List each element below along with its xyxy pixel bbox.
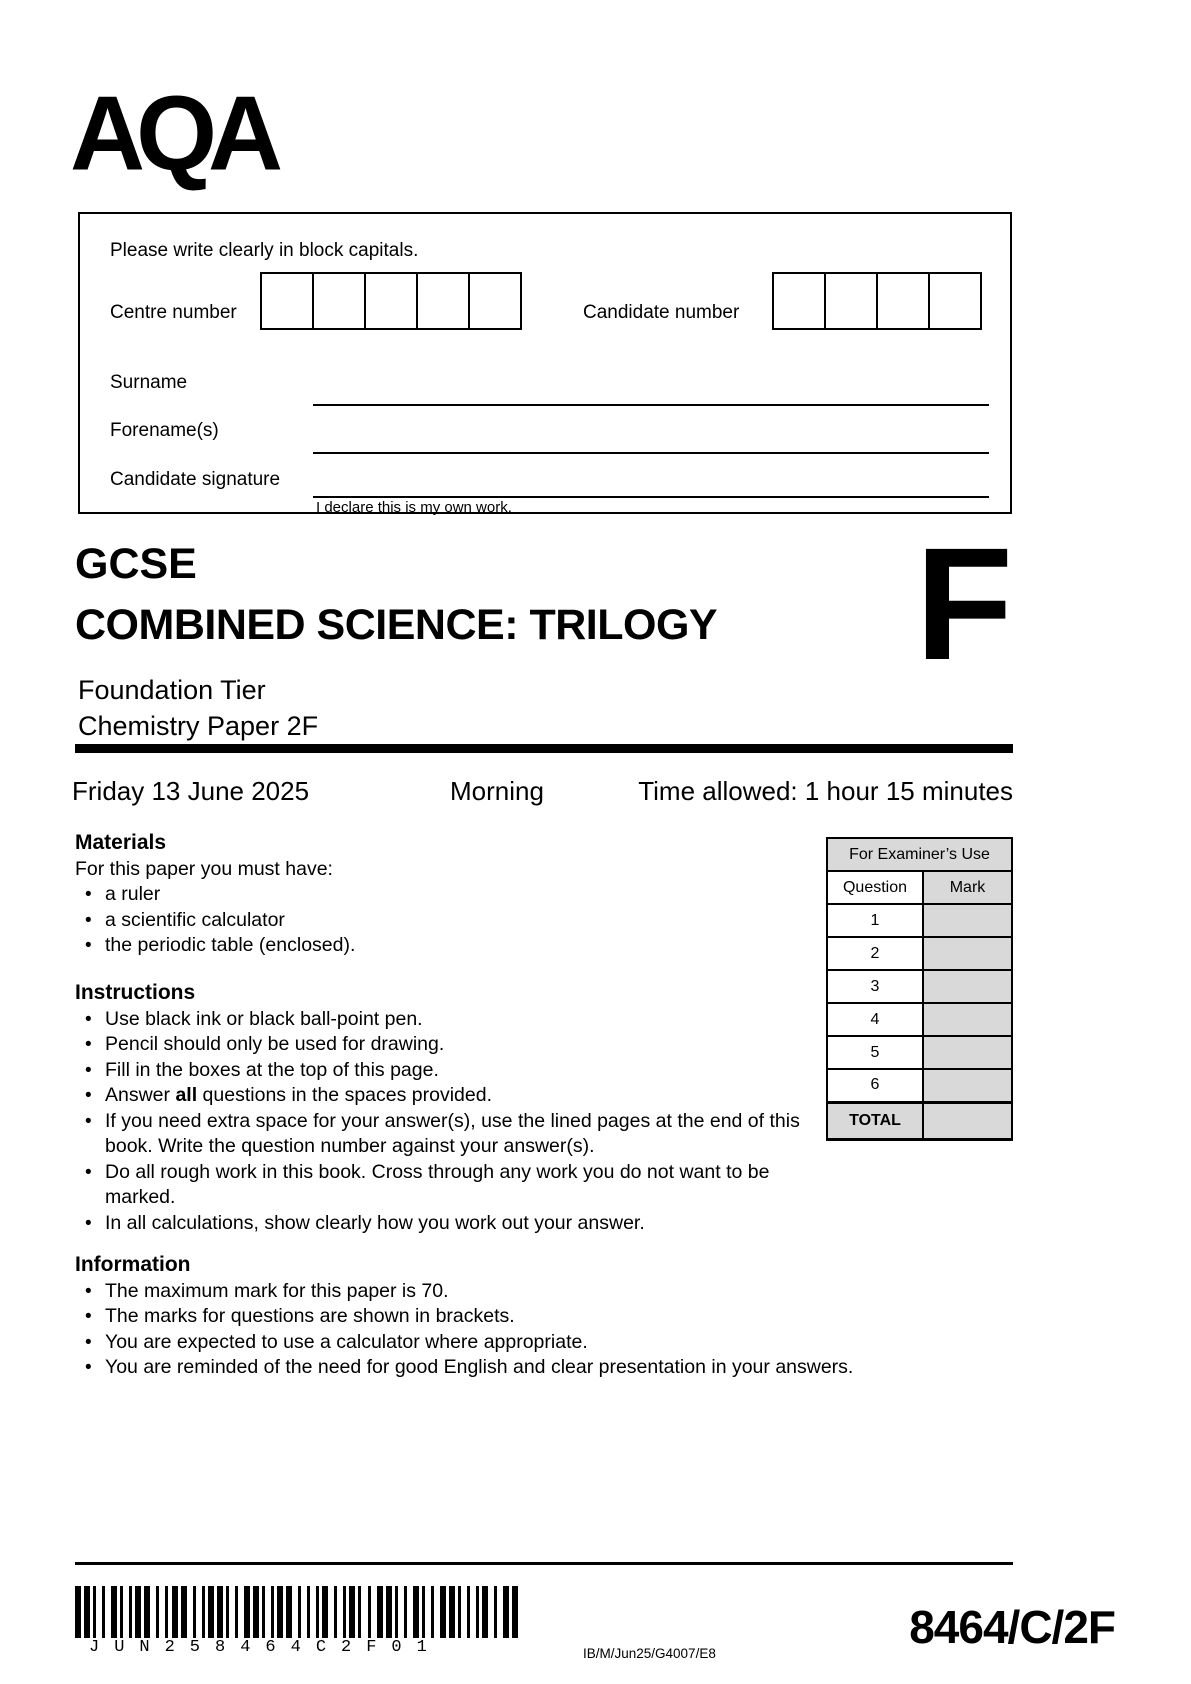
total-label-cell: TOTAL [827,1102,923,1139]
materials-section [75,830,815,959]
answer-all-pre: Answer [105,1084,176,1106]
mark-cell [923,1036,1012,1069]
material-item: • a ruler [75,882,815,908]
exam-session: Morning [450,776,544,806]
information-item: • The maximum mark for this paper is 70. [75,1279,975,1305]
mark-cell [923,937,1012,970]
centre-number-input[interactable] [260,272,522,330]
answer-all-post: questions in the spaces provided. [197,1084,492,1106]
question-number-cell: 6 [827,1069,923,1102]
table-total-row [827,1102,1012,1139]
question-number-cell: 4 [827,1003,923,1036]
tier-name: Foundation Tier [78,675,266,705]
instruction-item-answer-all [75,1083,841,1109]
examiner-table-question-header: Question [827,871,923,904]
answer-all-bold: all [175,1084,198,1106]
information-item: • You are reminded of the need for good English and clear presentation in your answers. [75,1355,975,1381]
candidate-number-cell[interactable] [824,272,878,330]
candidate-number-label: Candidate number [583,302,740,323]
instruction-item: • In all calculations, show clearly how you work out your answer. [75,1211,841,1237]
signature-label: Candidate signature [110,469,281,490]
surname-label: Surname [110,372,188,393]
instruction-item: • Do all rough work in this book. Cross through any work you do not want to be marked. [75,1160,841,1211]
centre-number-cell[interactable] [364,272,418,330]
mark-cell [923,1003,1012,1036]
question-number-cell: 5 [827,1036,923,1069]
centre-number-cell[interactable] [416,272,470,330]
instruction-item: • If you need extra space for your answer(s), use the lined pages at the end of this book. Write the question number against your answer(s). [75,1109,841,1160]
material-item: • a scientific calculator [75,908,815,934]
candidate-number-cell[interactable] [928,272,982,330]
information-list [75,1279,975,1381]
candidate-details-box [78,212,1012,514]
examiner-table-title: For Examiner’s Use [827,838,1012,871]
title-divider-rule [75,744,1013,753]
information-item: • The marks for questions are shown in brackets. [75,1304,975,1330]
declaration-text: I declare this is my own work. [316,499,512,516]
instruction-item: • Fill in the boxes at the top of this page. [75,1058,841,1084]
question-number-cell: 2 [827,937,923,970]
table-row [827,937,1012,970]
material-item: • the periodic table (enclosed). [75,933,815,959]
mark-cell [923,1069,1012,1102]
mark-cell [923,970,1012,1003]
instructions-section [75,980,841,1236]
barcode [75,1586,521,1638]
centre-number-cell[interactable] [260,272,314,330]
mark-cell [923,904,1012,937]
forenames-label: Forename(s) [110,420,219,441]
instructions-list [75,1007,841,1237]
block-capitals-instruction: Please write clearly in block capitals. [110,240,419,261]
qualification-title: GCSE [75,540,197,588]
materials-list [75,882,815,959]
table-row [827,1003,1012,1036]
table-row [827,1036,1012,1069]
subject-title: COMBINED SCIENCE: TRILOGY [75,601,718,649]
examiner-table-mark-header: Mark [923,871,1012,904]
examiner-use-table [826,837,1013,1141]
information-item: • You are expected to use a calculator where appropriate. [75,1330,975,1356]
forenames-input-line[interactable] [313,452,989,454]
table-row [827,1069,1012,1102]
materials-intro: For this paper you must have: [75,857,333,880]
footer-divider-rule [75,1562,1013,1565]
tier-letter: F [915,514,1013,693]
table-row [827,970,1012,1003]
question-number-cell: 3 [827,970,923,1003]
barcode-text: JUN258464C2F01 [75,1638,521,1657]
signature-input-line[interactable] [313,496,989,498]
surname-input-line[interactable] [313,404,989,406]
information-heading: Information [75,1253,191,1276]
table-row [827,904,1012,937]
question-number-cell: 1 [827,904,923,937]
exam-date: Friday 13 June 2025 [72,776,310,806]
materials-heading: Materials [75,831,167,854]
paper-name: Chemistry Paper 2F [78,711,319,741]
instructions-heading: Instructions [75,981,196,1004]
exam-code: 8464/C/2F [909,1601,1115,1653]
candidate-number-input[interactable] [772,272,982,330]
centre-number-label: Centre number [110,302,237,323]
candidate-number-cell[interactable] [772,272,826,330]
paper-reference: IB/M/Jun25/G4007/E8 [583,1646,716,1661]
total-mark-cell [923,1102,1012,1139]
aqa-logo: AQA [70,74,275,194]
information-section [75,1252,975,1381]
centre-number-cell[interactable] [312,272,366,330]
time-allowed: Time allowed: 1 hour 15 minutes [638,776,1013,806]
candidate-number-cell[interactable] [876,272,930,330]
instruction-item: • Use black ink or black ball-point pen. [75,1007,841,1033]
centre-number-cell[interactable] [468,272,522,330]
instruction-item: • Pencil should only be used for drawing. [75,1032,841,1058]
